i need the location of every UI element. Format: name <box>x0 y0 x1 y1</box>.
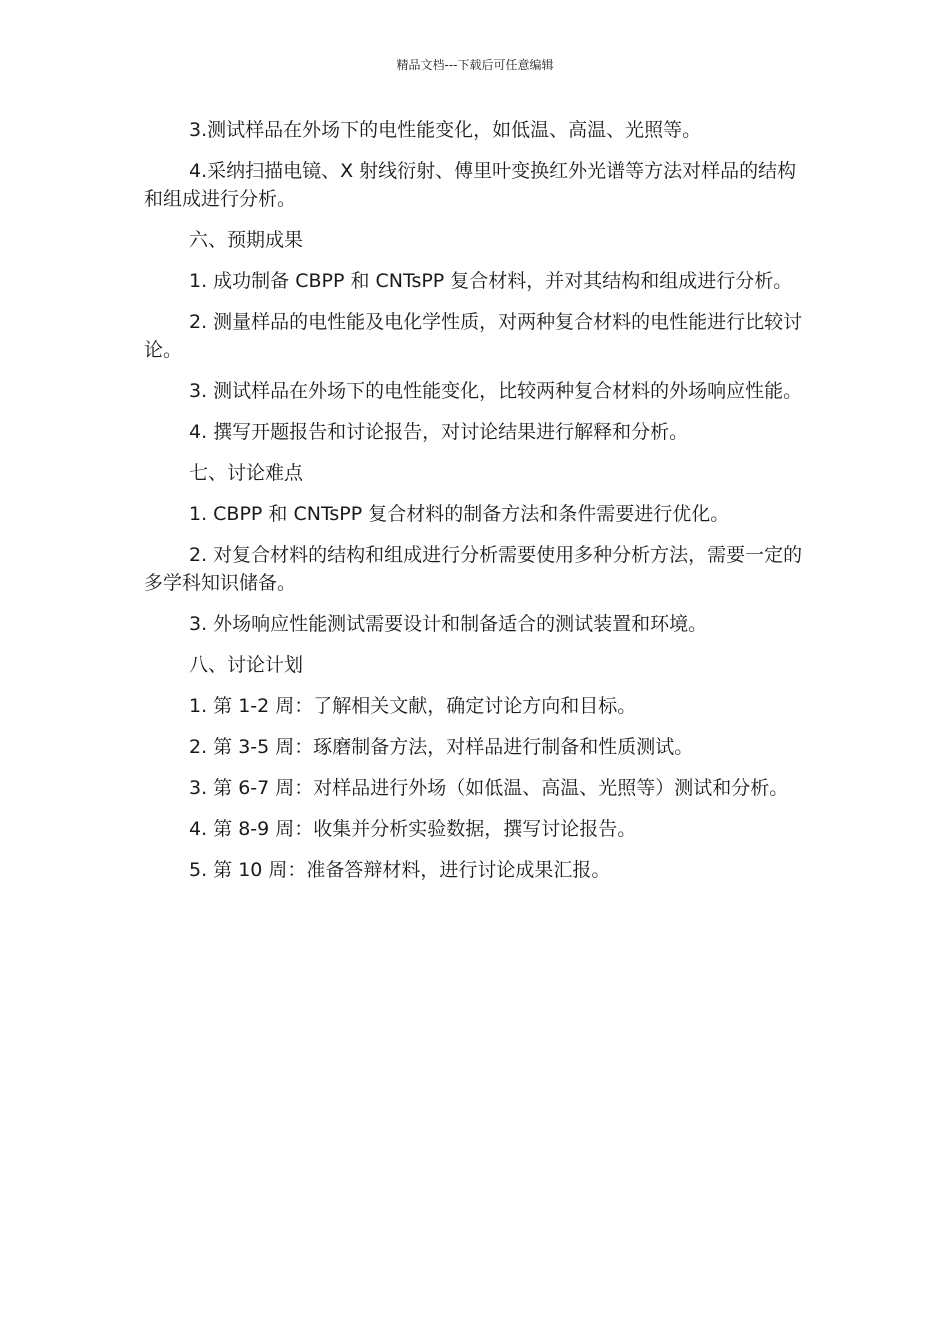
list-item: 3. 测试样品在外场下的电性能变化，比较两种复合材料的外场响应性能。 <box>189 380 803 402</box>
section-heading-plan: 八、讨论计划 <box>189 654 304 676</box>
list-item: 4. 撰写开题报告和讨论报告，对讨论结果进行解释和分析。 <box>189 421 689 443</box>
list-item: 1. 第 1-2 周：了解相关文献，确定讨论方向和目标。 <box>189 695 637 717</box>
section-heading-difficulties: 七、讨论难点 <box>189 462 304 484</box>
page-header: 精品文档---下载后可任意编辑 <box>396 58 554 72</box>
document-body <box>144 116 804 897</box>
list-item: 2. 测量样品的电性能及电化学性质，对两种复合材料的电性能进行比较讨论。 <box>144 311 803 361</box>
list-item: 2. 对复合材料的结构和组成进行分析需要使用多种分析方法，需要一定的多学科知识储备。 <box>144 544 803 594</box>
paragraph-analysis-methods: 4.采纳扫描电镜、X 射线衍射、傅里叶变换红外光谱等方法对样品的结构和组成进行分析。 <box>144 160 797 210</box>
list-item: 4. 第 8-9 周：收集并分析实验数据，撰写讨论报告。 <box>189 818 637 840</box>
list-item: 1. 成功制备 CBPP 和 CNTsPP 复合材料，并对其结构和组成进行分析。 <box>189 270 793 292</box>
list-item: 3. 第 6-7 周：对样品进行外场（如低温、高温、光照等）测试和分析。 <box>189 777 789 799</box>
section-heading-expected-results: 六、预期成果 <box>189 229 304 251</box>
list-item: 5. 第 10 周：准备答辩材料，进行讨论成果汇报。 <box>189 859 611 881</box>
paragraph-test-external-field: 3.测试样品在外场下的电性能变化，如低温、高温、光照等。 <box>189 119 702 141</box>
list-item: 1. CBPP 和 CNTsPP 复合材料的制备方法和条件需要进行优化。 <box>189 503 730 525</box>
list-item: 2. 第 3-5 周：琢磨制备方法，对样品进行制备和性质测试。 <box>189 736 694 758</box>
list-item: 3. 外场响应性能测试需要设计和制备适合的测试装置和环境。 <box>189 613 708 635</box>
